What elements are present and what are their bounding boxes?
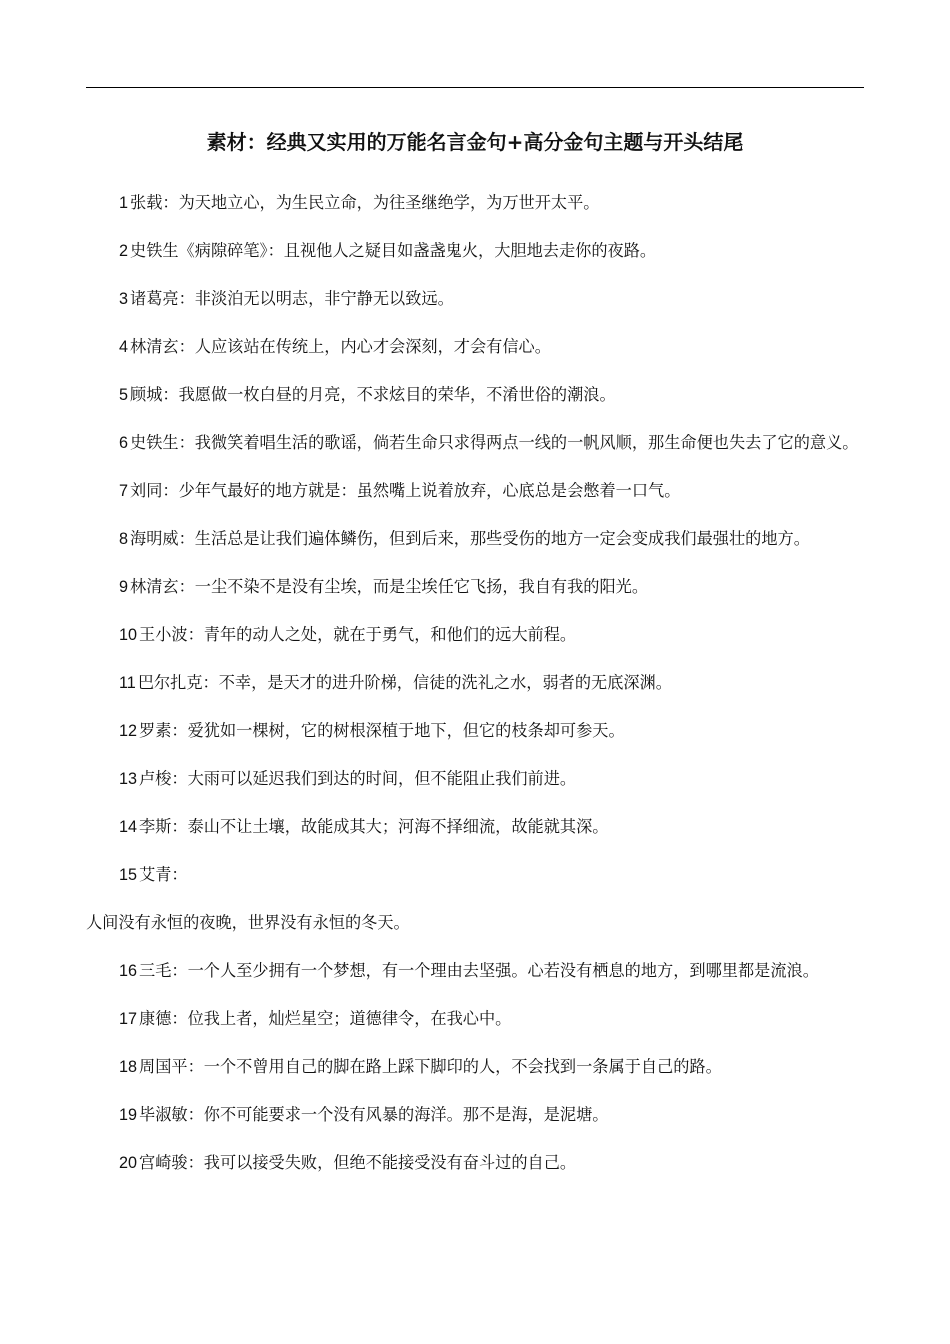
quote-text: 三毛：一个人至少拥有一个梦想，有一个理由去坚强。心若没有栖息的地方，到哪里都是流浪。 (139, 961, 819, 980)
quote-number: 14 (119, 818, 138, 836)
quote-text: 康德：位我上者，灿烂星空；道德律令，在我心中。 (139, 1009, 512, 1028)
quote-text: 林清玄：人应该站在传统上，内心才会深刻，才会有信心。 (130, 337, 551, 356)
quote-text: 海明威：生活总是让我们遍体鳞伤，但到后来，那些受伤的地方一定会变成我们最强壮的地方。 (130, 529, 810, 548)
quote-paragraph (86, 235, 864, 267)
document-body (86, 187, 864, 1195)
quote-paragraph (86, 859, 864, 891)
quote-number: 11 (119, 674, 136, 692)
quote-paragraph (86, 475, 864, 507)
document-title: 素材：经典又实用的万能名言金句+高分金句主题与开头结尾 (206, 130, 744, 154)
quote-continuation: 人间没有永恒的夜晚，世界没有永恒的冬天。 (86, 913, 410, 932)
quote-number: 13 (119, 770, 138, 788)
quote-number: 20 (119, 1154, 138, 1172)
quote-number: 7 (119, 482, 129, 500)
quote-text: 诸葛亮：非淡泊无以明志，非宁静无以致远。 (130, 289, 454, 308)
quote-paragraph (86, 763, 864, 795)
quote-paragraph (86, 715, 864, 747)
quote-paragraph (86, 619, 864, 651)
quote-paragraph (86, 667, 864, 699)
quote-text: 林清玄：一尘不染不是没有尘埃，而是尘埃任它飞扬，我自有我的阳光。 (130, 577, 649, 596)
quote-number: 3 (119, 290, 129, 308)
quote-paragraph (86, 955, 864, 987)
quote-number: 17 (119, 1010, 138, 1028)
quote-number: 1 (119, 194, 129, 212)
quote-paragraph (86, 811, 864, 843)
quote-text: 张载：为天地立心，为生民立命，为往圣继绝学，为万世开太平。 (130, 193, 600, 212)
header-rule (86, 87, 864, 88)
quote-number: 2 (119, 242, 129, 260)
quote-number: 10 (119, 626, 138, 644)
quote-text: 李斯：泰山不让土壤，故能成其大；河海不择细流，故能就其深。 (139, 817, 609, 836)
quote-paragraph (86, 523, 864, 555)
quote-paragraph (86, 1147, 864, 1179)
quote-number: 4 (119, 338, 129, 356)
quote-number: 8 (119, 530, 129, 548)
quote-text: 史铁生《病隙碎笔》：且视他人之疑目如盏盏鬼火，大胆地去走你的夜路。 (130, 241, 657, 260)
quote-paragraph (86, 331, 864, 363)
quote-text: 刘同：少年气最好的地方就是：虽然嘴上说着放弃，心底总是会憋着一口气。 (130, 481, 681, 500)
quote-text: 巴尔扎克：不幸，是天才的进升阶梯，信徒的洗礼之水，弱者的无底深渊。 (137, 673, 672, 692)
quote-paragraph (86, 1003, 864, 1035)
quote-paragraph (86, 1051, 864, 1083)
quote-text: 王小波：青年的动人之处，就在于勇气，和他们的远大前程。 (139, 625, 577, 644)
quote-paragraph (86, 1099, 864, 1131)
quote-number: 9 (119, 578, 129, 596)
quote-paragraph (86, 187, 864, 219)
quote-paragraph (86, 283, 864, 315)
quote-text: 周国平：一个不曾用自己的脚在路上踩下脚印的人，不会找到一条属于自己的路。 (139, 1057, 722, 1076)
quote-number: 15 (119, 866, 138, 884)
quote-text: 卢梭：大雨可以延迟我们到达的时间，但不能阻止我们前进。 (139, 769, 577, 788)
quote-text: 罗素：爱犹如一棵树，它的树根深植于地下，但它的枝条却可参天。 (139, 721, 625, 740)
quote-number: 16 (119, 962, 138, 980)
quote-text: 史铁生：我微笑着唱生活的歌谣，倘若生命只求得两点一线的一帆风顺，那生命便也失去了它的意义。 (130, 433, 859, 452)
quote-paragraph (86, 379, 864, 411)
quote-number: 12 (119, 722, 138, 740)
quote-text: 毕淑敏：你不可能要求一个没有风暴的海洋。那不是海，是泥塘。 (139, 1105, 609, 1124)
quote-number: 6 (119, 434, 129, 452)
quote-text: 艾青： (139, 865, 188, 884)
quote-paragraph (86, 427, 864, 459)
quote-number: 19 (119, 1106, 138, 1124)
quote-number: 5 (119, 386, 129, 404)
quote-number: 18 (119, 1058, 138, 1076)
quote-paragraph (86, 571, 864, 603)
quote-text: 宫崎骏：我可以接受失败，但绝不能接受没有奋斗过的自己。 (139, 1153, 577, 1172)
quote-text: 顾城：我愿做一枚白昼的月亮，不求炫目的荣华，不淆世俗的潮浪。 (130, 385, 616, 404)
